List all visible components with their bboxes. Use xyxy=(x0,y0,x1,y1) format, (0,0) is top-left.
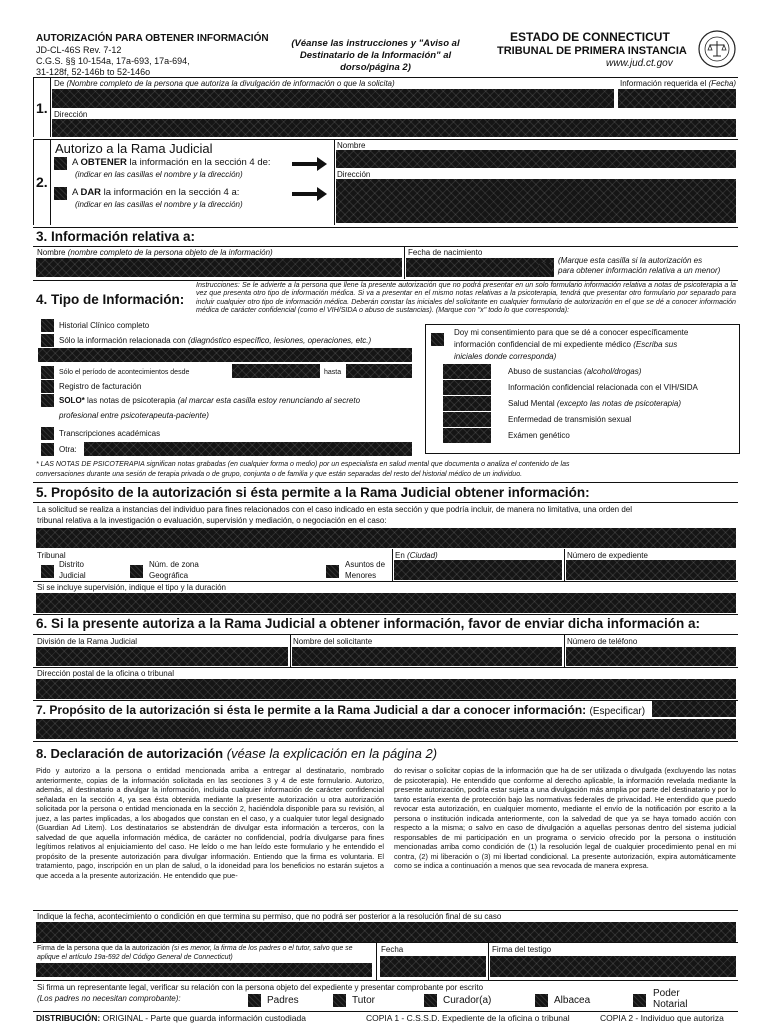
executor-label: Albacea xyxy=(554,995,591,1006)
footnote-line-1: * LAS NOTAS DE PSICOTERAPIA significan notas grabadas (en cualquier forma o medio) por un especialista en salud mental que documenta o analiza el contenido de las xyxy=(36,461,570,468)
other-field[interactable] xyxy=(84,442,412,456)
recipient-address-label: Dirección xyxy=(337,170,371,179)
representative-hint: (Los padres no necesitan comprobante): xyxy=(37,994,181,1003)
signature-label: Firma de la persona que da la autorización (si es menor, la firma de los padres o el tutor, salvo que se aplique el artículo 19a-592 del Código General de Connecticut) xyxy=(37,945,353,961)
state-heading: ESTADO DE CONNECTICUT xyxy=(510,30,670,44)
city-label: En (Ciudad) xyxy=(395,551,438,560)
consent-checkbox[interactable] xyxy=(431,333,444,346)
power-of-attorney-label-2: Notarial xyxy=(653,999,688,1010)
subject-name-label: Nombre (nombre completo de la persona objeto de la información) xyxy=(37,248,273,257)
transcripts-checkbox[interactable] xyxy=(41,427,54,440)
power-of-attorney-checkbox[interactable] xyxy=(633,994,646,1007)
mental-label: Salud Mental (excepto las notas de psicoterapia) xyxy=(508,399,681,408)
city-field[interactable] xyxy=(394,560,562,580)
genetic-initials[interactable] xyxy=(443,428,491,443)
related-only-checkbox[interactable] xyxy=(41,334,54,347)
billing-label: Registro de facturación xyxy=(59,382,142,391)
executor-checkbox[interactable] xyxy=(535,994,548,1007)
other-checkbox[interactable] xyxy=(41,443,54,456)
psychotherapy-hint: profesional entre psicoterapeuta-paciente) xyxy=(59,411,209,420)
section-2-title: Autorizo a la Rama Judicial xyxy=(55,141,213,156)
related-only-field[interactable] xyxy=(38,348,412,362)
curator-label: Curador(a) xyxy=(443,995,492,1006)
district-checkbox[interactable] xyxy=(41,565,54,578)
date-label: Fecha xyxy=(381,945,404,954)
signature-field[interactable] xyxy=(36,963,372,977)
info-date-label: Información requerida el (Fecha) xyxy=(620,79,737,88)
hiv-initials[interactable] xyxy=(443,380,491,395)
mental-initials[interactable] xyxy=(443,396,491,411)
consent-line-2: información confidencial de mi expediente médico (Escriba sus xyxy=(454,340,678,349)
section-8-title: 8. Declaración de autorización (véase la explicación en la página 2) xyxy=(36,746,438,761)
witness-field[interactable] xyxy=(490,956,736,977)
address-label: Dirección xyxy=(54,110,88,119)
distribution-copy-1: COPIA 1 - C.S.S.D. Expediente de la oficina o tribunal xyxy=(366,1013,570,1023)
request-line-1: La solicitud se realiza a instancias del individuo para fines relacionados con el caso indicado en esta sección y que podría incluir, de manera no limitativa, una orden del xyxy=(37,505,633,514)
section-4-title: 4. Tipo de Información: xyxy=(36,292,185,307)
instructions-note-3: dorso/página 2) xyxy=(340,62,411,73)
period-from-label: Sólo el período de acontecimientos desde xyxy=(59,369,190,376)
arrow-right-icon xyxy=(292,192,318,196)
arrow-right-icon xyxy=(292,162,318,166)
power-of-attorney-label-1: Poder xyxy=(653,988,680,999)
psychotherapy-checkbox[interactable] xyxy=(41,394,54,407)
info-date-field[interactable] xyxy=(618,89,736,108)
juvenile-label-2: Menores xyxy=(345,571,377,580)
juvenile-checkbox[interactable] xyxy=(326,565,339,578)
court-heading: TRIBUNAL DE PRIMERA INSTANCIA xyxy=(497,45,687,57)
ga-checkbox[interactable] xyxy=(130,565,143,578)
consent-line-1: Doy mi consentimiento para que se dé a conocer específicamente xyxy=(454,328,689,337)
from-address-field[interactable] xyxy=(52,119,736,137)
mail-address-label: Dirección postal de la oficina o tribunal xyxy=(37,669,174,678)
period-to-field[interactable] xyxy=(346,364,412,378)
parents-label: Padres xyxy=(267,995,299,1006)
form-number: JD-CL-46S Rev. 7-12 xyxy=(36,45,122,55)
dob-label: Fecha de nacimiento xyxy=(408,248,483,257)
declaration-right: do revisar o solicitar copias de la información que ha de ser utilizada o divulgada (excluyendo las notas de psicoterapia). He entendido que conforme al derecho aplicable, la información revelada mediante la presente autorización, podría estar sujeta a una divulgación más amplia por parte del destinatario y por lo tanto estaría exenta de protección bajo las normativas federales de privacidad. He entendido que puedo revocar esta autorización, en cualquier momento, mediante el envío de la notificación por escrito a la persona o institución indicada anteriormente, con la salvedad de que ya se haya tomado acción con respecto a la misma; o salvo en caso de divulgación a aquellas personas dentro del sistema judicial responsables de mi participación en un programa o servicio ofrecido por la persona o institución mencionadas arriba como condición de (1) la resolución legal de cualquier procedimiento penal en mi contra, (2) mi liberación o (3) mi libertad condicional. La presente autorización, expira automáticamente como se indica a continuación a menos que sea revocada de manera expresa. xyxy=(394,766,736,870)
juvenile-label-1: Asuntos de xyxy=(345,560,386,569)
consent-line-3: iniciales donde corresponda) xyxy=(454,352,557,361)
division-field[interactable] xyxy=(36,647,288,666)
clinical-history-checkbox[interactable] xyxy=(41,319,54,332)
district-label-1: Distrito xyxy=(59,560,84,569)
distribution-original: DISTRIBUCIÓN: ORIGINAL - Parte que guarda información custodiada xyxy=(36,1013,306,1023)
give-label: A DAR la información en la sección 4 a: xyxy=(72,187,240,198)
period-checkbox[interactable] xyxy=(41,366,54,379)
declaration-left: Pido y autorizo a la persona o entidad mencionada arriba a entregar al destinatario, nombrado anteriormente, copias de la información solicitada en las secciones 3 y 4 de este formulario. Autorizo, además, al destinatario a divulgar la información, incluida cualquier información de carácter confidencial señalada en la sección 4, ya sea ésta obtenida mediante la presente autorización u otra autorización solicitada por la persona o entidad mencionada en la sección 2, haciéndola disponible para su revisión, al juez, a las partes implicadas, a los abogados que constan en el caso, y a cualquier tutor legal designado (Guardian Ad Litem). Los destinatarios se abstendrán de divulgar esta información a terceros, con la salvedad de que aquella información médica, de carácter no confidencial, podría divulgarse para fines legítimos relativos al enjuiciamiento del caso. He leído o me han leído este formulario y he entendido el propósito de la presente autorización para divulgar información. Entiendo que la firma es voluntaria. El tratamiento, pago, inscripción en un plan de salud, o la idoneidad para los beneficios no estarán sujetos a que acceda a la presente autorización. He entendido que pue- xyxy=(36,766,384,880)
docket-field[interactable] xyxy=(566,560,736,580)
give-checkbox[interactable] xyxy=(54,187,67,200)
phone-field[interactable] xyxy=(566,647,736,666)
phone-label: Número de teléfono xyxy=(567,637,638,646)
form-title: AUTORIZACIÓN PARA OBTENER INFORMACIÓN xyxy=(36,33,269,44)
statutes-line-1: C.G.S. §§ 10-154a, 17a-693, 17a-694, xyxy=(36,56,190,66)
section-7-specify-field[interactable] xyxy=(36,719,736,739)
docket-label: Número de expediente xyxy=(567,551,648,560)
recipient-address-field[interactable] xyxy=(336,179,736,223)
minor-checkbox[interactable] xyxy=(539,263,552,276)
genetic-label: Exámen genético xyxy=(508,431,570,440)
statutes-line-2: 31-128f, 52-146b to 52-146o xyxy=(36,67,151,77)
distribution-copy-2: COPIA 2 - Individuo que autoriza xyxy=(600,1013,724,1023)
related-only-label: Sólo la información relacionada con (diagnóstico específico, lesiones, operaciones, etc.) xyxy=(59,336,372,345)
instructions-note-2: Destinatario de la Información" al xyxy=(299,50,452,61)
clinical-history-label: Historial Clínico completo xyxy=(59,321,150,330)
supervision-field[interactable] xyxy=(36,593,736,613)
court-label: Tribunal xyxy=(37,551,66,560)
expiry-field[interactable] xyxy=(36,922,736,942)
subject-name-field[interactable] xyxy=(36,258,402,277)
give-hint: (indicar en las casillas el nombre y la dirección) xyxy=(75,200,243,209)
from-name-field[interactable] xyxy=(52,89,614,108)
std-label: Enfermedad de transmisión sexual xyxy=(508,415,632,424)
ga-label-2: Geográfica xyxy=(149,571,189,580)
requester-label: Nombre del solicitante xyxy=(293,637,373,646)
supervision-label: Si se incluye supervisión, indique el tipo y la duración xyxy=(37,583,226,592)
footnote-line-2: conversaciones durante una sesión de terapia privada o de grupo, conjunta o de familia y que están separadas del resto del historial médico de un individuo. xyxy=(36,471,523,478)
obtain-checkbox[interactable] xyxy=(54,157,67,170)
hiv-label: Información confidencial relacionada con el VIH/SIDA xyxy=(508,383,698,392)
guardian-label: Tutor xyxy=(352,995,375,1006)
district-label-2: Judicial xyxy=(59,571,86,580)
ga-label-1: Núm. de zona xyxy=(149,560,199,569)
website-link[interactable]: www.jud.ct.gov xyxy=(606,58,673,69)
section-1-number: 1. xyxy=(36,100,48,116)
dob-field[interactable] xyxy=(406,258,554,277)
recipient-name-field[interactable] xyxy=(336,150,736,168)
section-2-number: 2. xyxy=(36,174,48,190)
requester-field[interactable] xyxy=(292,647,562,666)
section-3-title: 3. Información relativa a: xyxy=(36,229,196,244)
period-to-label: hasta xyxy=(324,369,342,376)
witness-label: Firma del testigo xyxy=(492,945,552,954)
minor-note-2: para obtener información relativa a un menor) xyxy=(558,266,721,275)
section-7-specify-field-a[interactable] xyxy=(652,701,736,717)
psychotherapy-label: SOLO* las notas de psicoterapia (al marcar esta casilla estoy renunciando al secreto xyxy=(59,396,361,405)
obtain-label: A OBTENER la información en la sección 4 de: xyxy=(72,157,271,168)
section-4-instructions: Instrucciones: Se le advierte a la persona que llene la presente autorización que no podrá presentar en un solo formulario información relativa a notas de psicoterapia a la vez que presenta otro tipo de información médica. Si va a presentar en el mismo notas relativas a la psicoterapia, tendrá que presentar otro formulario por separado para incluir cualquier otro tipo de información médica. Deberán constar las iniciales del solicitante en cualquier formulario de autorización en el que se dé a conocer información médica de carácter confidencial (como el VIH/SIDA o abuso de sustancias). (Marque con "x" todo lo que corresponda): xyxy=(196,281,736,315)
parents-checkbox[interactable] xyxy=(248,994,261,1007)
request-purpose-field[interactable] xyxy=(36,528,736,548)
mail-address-field[interactable] xyxy=(36,679,736,699)
billing-checkbox[interactable] xyxy=(41,380,54,393)
section-5-title: 5. Propósito de la autorización si ésta permite a la Rama Judicial obtener información: xyxy=(36,485,590,500)
instructions-note-1: (Véanse las instrucciones y "Aviso al xyxy=(291,38,460,49)
minor-note-1: (Marque esta casilla si la autorización es xyxy=(558,256,703,265)
obtain-hint: (indicar en las casillas el nombre y la dirección) xyxy=(75,170,243,179)
transcripts-label: Transcripciones académicas xyxy=(59,429,161,438)
date-field[interactable] xyxy=(380,956,486,977)
section-7-title: 7. Propósito de la autorización si ésta le permite a la Rama Judicial a dar a conocer información: (Especificar) xyxy=(36,703,646,717)
section-6-title: 6. Si la presente autoriza a la Rama Judicial a obtener información, favor de enviar dicha información a: xyxy=(36,616,700,631)
from-label: De (Nombre completo de la persona que autoriza la divulgación de información o que la solicita) xyxy=(54,79,395,88)
period-from-field[interactable] xyxy=(232,364,320,378)
substance-label: Abuso de sustancias (alcohol/drogas) xyxy=(508,367,642,376)
request-line-2: tribunal relativa a la investigación o evaluación, supervisión y mediación, o negociación en el caso: xyxy=(37,516,387,525)
substance-initials[interactable] xyxy=(443,364,491,379)
representative-label: Si firma un representante legal, verificar su relación con la persona objeto del expediente y presentar comprobante por escrito xyxy=(37,983,484,992)
recipient-name-label: Nombre xyxy=(337,141,366,150)
curator-checkbox[interactable] xyxy=(424,994,437,1007)
division-label: División de la Rama Judicial xyxy=(37,637,138,646)
std-initials[interactable] xyxy=(443,412,491,427)
judicial-seal xyxy=(698,30,736,68)
other-label: Otra: xyxy=(59,445,77,454)
expiry-label: Indique la fecha, acontecimiento o condición en que termina su permiso, que no podrá ser posterior a la resolución final de su caso xyxy=(37,912,502,921)
guardian-checkbox[interactable] xyxy=(333,994,346,1007)
